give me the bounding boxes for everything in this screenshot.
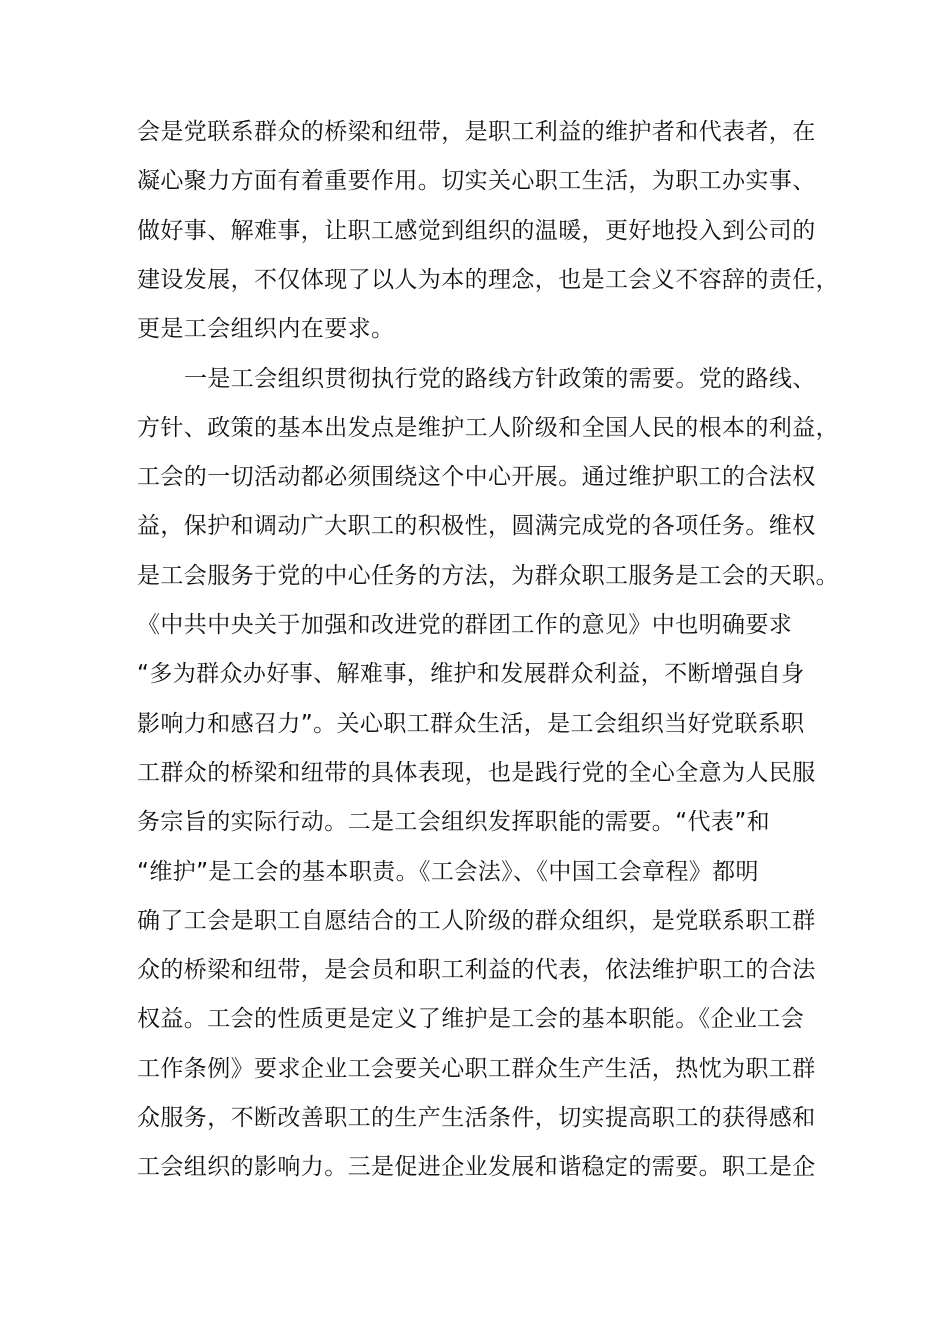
text-line: 工群众的桥梁和纽带的具体表现，也是践行党的全心全意为人民服: [137, 759, 816, 786]
text-line: 是工会服务于党的中心任务的方法，为群众职工服务是工会的天职。: [137, 562, 839, 589]
text-line: 建设发展，不仅体现了以人为本的理念，也是工会义不容辞的责任，: [137, 266, 839, 293]
text-line: 工作条例》要求企业工会要关心职工群众生产生活，热忱为职工群: [137, 1055, 816, 1082]
text-line: 凝心聚力方面有着重要作用。切实关心职工生活，为职工办实事、: [137, 168, 816, 195]
text-line: 工会的一切活动都必须围绕这个中心开展。通过维护职工的合法权: [137, 464, 816, 491]
text-line: 权益。工会的性质更是定义了维护是工会的基本职能。《企业工会: [137, 1006, 805, 1033]
text-line: 工会组织的影响力。三是促进企业发展和谐稳定的需要。职工是企: [137, 1154, 816, 1181]
text-line: 做好事、解难事，让职工感觉到组织的温暖，更好地投入到公司的: [137, 217, 816, 244]
text-line: 众的桥梁和纽带，是会员和职工利益的代表，依法维护职工的合法: [137, 957, 816, 984]
text-line: 《中共中央关于加强和改进党的群团工作的意见》中也明确要求: [137, 612, 793, 638]
text-line: 会是党联系群众的桥梁和纽带，是职工利益的维护者和代表者，在: [137, 119, 816, 145]
text-line: 确了工会是职工自愿结合的工人阶级的群众组织，是党联系职工群: [137, 907, 816, 934]
text-line: 务宗旨的实际行动。二是工会组织发挥职能的需要。“代表”和: [137, 809, 771, 836]
text-line: “多为群众办好事、解难事，维护和发展群众利益，不断增强自身: [137, 661, 805, 688]
text-line: 众服务，不断改善职工的生产生活条件，切实提高职工的获得感和: [137, 1105, 816, 1131]
text-line: 更是工会组织内在要求。: [137, 316, 395, 343]
text-line: 方针、政策的基本出发点是维护工人阶级和全国人民的根本的利益，: [137, 414, 839, 441]
text-line: 影响力和感召力”。关心职工群众生活，是工会组织当好党联系职: [137, 710, 805, 737]
paragraph-first-line: 一是工会组织贯彻执行党的路线方针政策的需要。党的路线、: [184, 365, 816, 392]
text-line: 益，保护和调动广大职工的积极性，圆满完成党的各项任务。维权: [137, 513, 816, 540]
text-line: “维护”是工会的基本职责。《工会法》、《中国工会章程》都明: [137, 858, 759, 885]
